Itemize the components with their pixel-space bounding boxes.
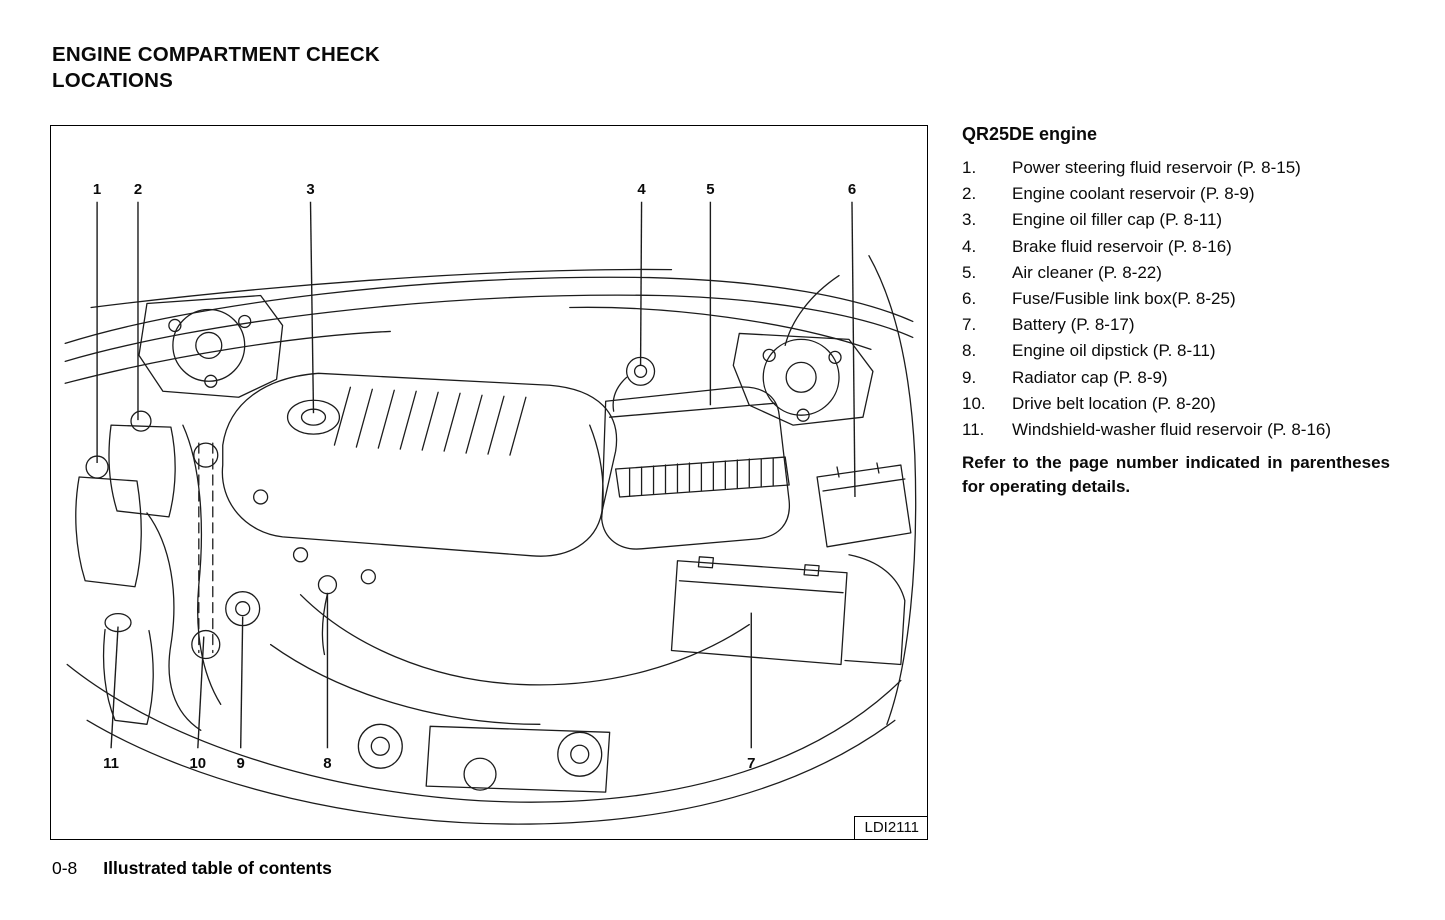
legend-item-text: Engine oil dipstick (P. 8-11) [1012, 341, 1216, 361]
legend-item [962, 181, 1390, 207]
legend-item-text: Brake fluid reservoir (P. 8-16) [1012, 236, 1232, 256]
legend-item-text: Engine coolant reservoir (P. 8-9) [1012, 184, 1255, 204]
callout-number: 5 [706, 180, 715, 198]
leader-lines [97, 202, 855, 748]
legend-item-text: Power steering fluid reservoir (P. 8-15) [1012, 158, 1301, 177]
callout-number: 2 [133, 180, 143, 198]
legend-item-number: 11. [962, 420, 985, 440]
callout-numbers [93, 181, 856, 772]
legend-item [962, 207, 1390, 233]
legend-item-number: 3. [962, 210, 977, 230]
page-title-line1: ENGINE COMPARTMENT CHECK [52, 43, 380, 66]
page-footer [52, 858, 332, 879]
legend-item-number: 5. [962, 262, 977, 282]
legend-item-number: 7. [962, 315, 977, 335]
legend-item-number: 2. [962, 184, 977, 204]
callout-number: 9 [236, 755, 245, 773]
callout-number: 7 [747, 755, 756, 773]
engine-diagram [51, 126, 927, 839]
legend-item [962, 260, 1390, 286]
figure-code-label: LDI2111 [854, 816, 928, 839]
legend-item-number: 6. [962, 289, 977, 309]
legend-item [962, 365, 1390, 391]
legend-item [962, 312, 1390, 338]
legend-item-number: 1. [962, 158, 977, 177]
page-title [52, 42, 380, 94]
legend-item [962, 155, 1390, 181]
callout-number: 3 [306, 180, 315, 198]
legend [962, 124, 1390, 499]
legend-item-text: Fuse/Fusible link box(P. 8-25) [1012, 289, 1236, 309]
legend-item-number: 8. [962, 341, 977, 361]
legend-item [962, 391, 1390, 417]
callout-number: 4 [637, 180, 646, 198]
callout-number: 1 [92, 180, 102, 198]
legend-item [962, 286, 1390, 312]
legend-item [962, 234, 1390, 260]
page-title-line2: LOCATIONS [52, 69, 173, 92]
engine-compartment-figure [50, 125, 928, 840]
legend-item-text: Air cleaner (P. 8-22) [1012, 262, 1162, 282]
legend-item-text: Radiator cap (P. 8-9) [1012, 367, 1168, 387]
legend-item [962, 338, 1390, 364]
legend-item-text: Windshield-washer fluid reservoir (P. 8-16) [1012, 420, 1332, 440]
callout-number: 11 [103, 755, 119, 773]
legend-item-text: Drive belt location (P. 8-20) [1012, 393, 1216, 413]
legend-item [962, 417, 1390, 443]
footer-page-number: 0-8 [52, 858, 78, 878]
legend-item-number: 10. [962, 393, 986, 413]
legend-item-text: Battery (P. 8-17) [1012, 315, 1135, 335]
legend-heading: QR25DE engine [962, 124, 1098, 144]
callout-number: 8 [323, 755, 332, 773]
callout-number: 10 [189, 755, 207, 773]
legend-item-number: 9. [962, 367, 977, 387]
footer-section-title: Illustrated table of contents [103, 858, 332, 878]
legend-item-number: 4. [962, 236, 977, 256]
legend-item-text: Engine oil filler cap (P. 8-11) [1012, 210, 1223, 230]
callout-number: 6 [847, 180, 857, 198]
engine-line-art [65, 256, 915, 824]
legend-note: Refer to the page number indicated in parentheses for operating details. [962, 453, 1390, 497]
